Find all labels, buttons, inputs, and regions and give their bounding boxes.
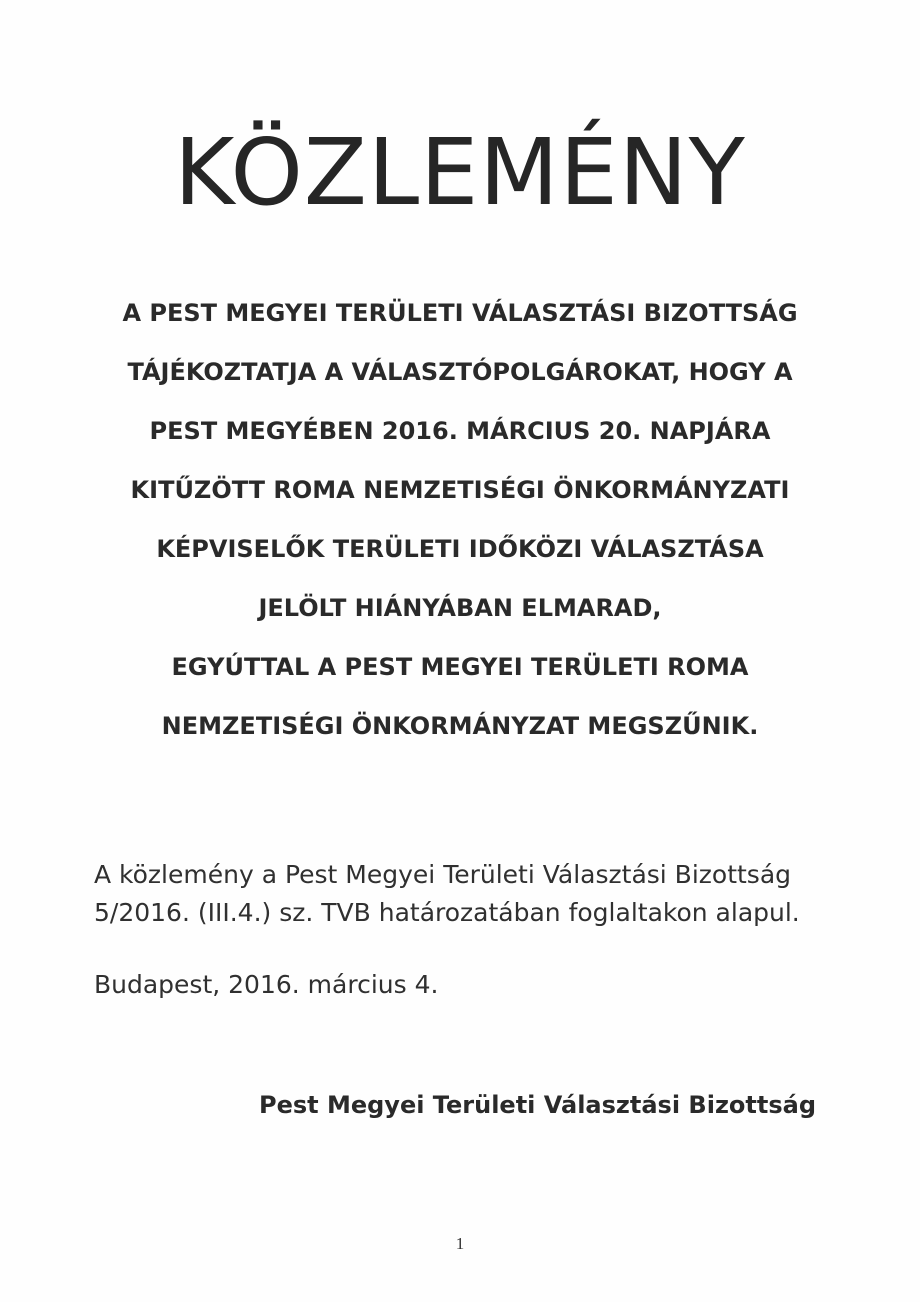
headline-line: NEMZETISÉGI ÖNKORMÁNYZAT MEGSZŰNIK. [161, 712, 759, 740]
document-title: KÖZLEMÉNY [174, 119, 746, 226]
headline-line: JELÖLT HIÁNYÁBAN ELMARAD, [258, 594, 662, 622]
announcement-headline [60, 284, 860, 756]
headline-line: A PEST MEGYEI TERÜLETI VÁLASZTÁSI BIZOTTSÁG [122, 299, 798, 327]
headline-line: KÉPVISELŐK TERÜLETI IDŐKÖZI VÁLASZTÁSA [156, 535, 764, 563]
place-and-date: Budapest, 2016. március 4. [94, 970, 439, 999]
body-line: A közlemény a Pest Megyei Területi Választási Bizottság [94, 860, 792, 889]
body-line: 5/2016. (III.4.) sz. TVB határozatában foglaltakon alapul. [94, 898, 800, 927]
headline-line: TÁJÉKOZTATJA A VÁLASZTÓPOLGÁROKAT, HOGY A [127, 358, 793, 386]
headline-line: EGYÚTTAL A PEST MEGYEI TERÜLETI ROMA [171, 653, 749, 681]
headline-line: KITŰZÖTT ROMA NEMZETISÉGI ÖNKORMÁNYZATI [130, 476, 790, 504]
body-paragraph [94, 856, 834, 932]
page-number: 1 [455, 1234, 465, 1253]
signature-block: Pest Megyei Területi Választási Bizottság [258, 1091, 816, 1119]
headline-line: PEST MEGYÉBEN 2016. MÁRCIUS 20. NAPJÁRA [149, 417, 771, 445]
